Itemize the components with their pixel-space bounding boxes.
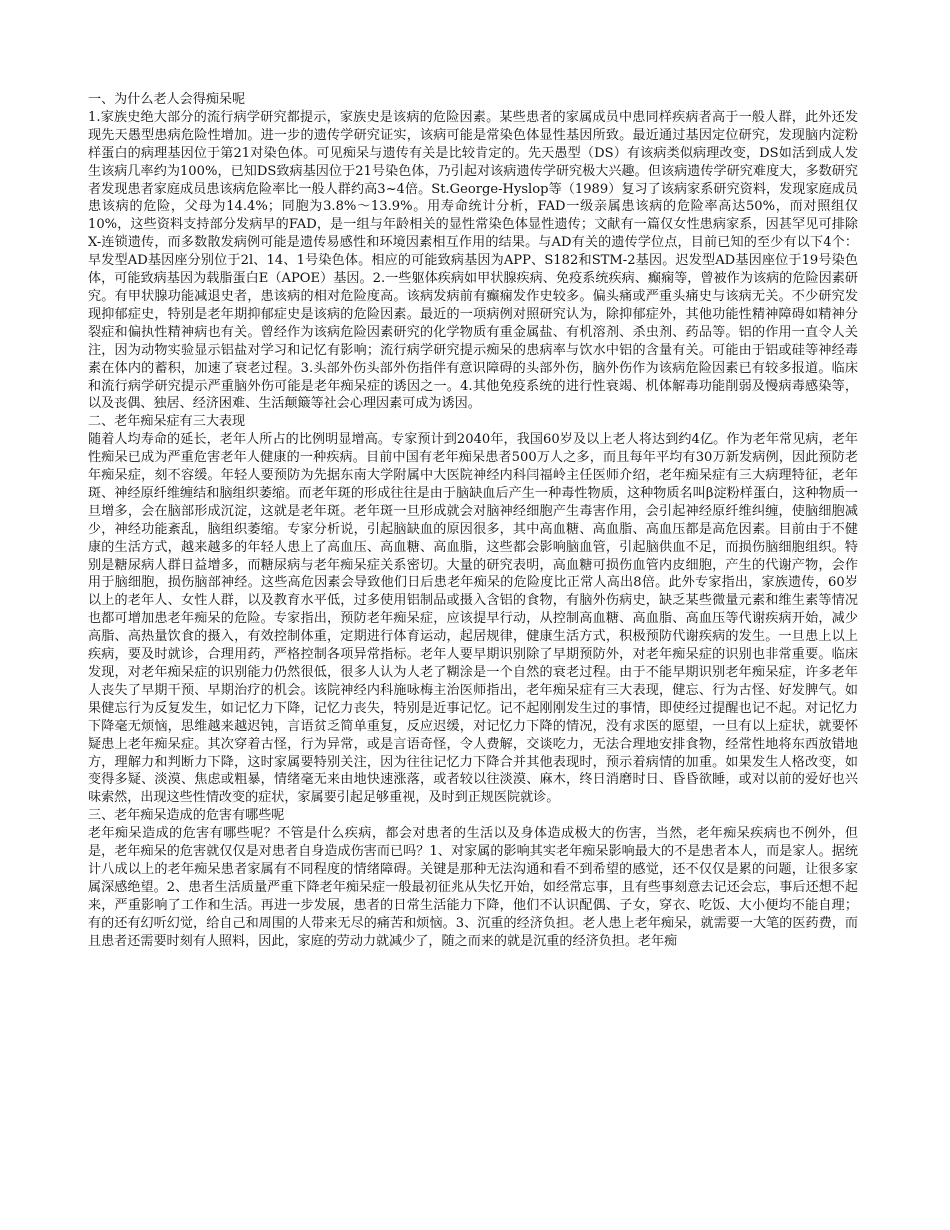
section-2-heading: 二、老年痴呆症有三大表现 [88, 414, 246, 430]
section-1-paragraph: 1.家族史绝大部分的流行病学研究都提示，家族史是该病的危险因素。某些患者的家属成员中患同样疾病者高于一般人群，此外还发现先天愚型患病危险性增加。进一步的遗传学研究证实，该病可能是常染色体显性基因所致。最近通过基因定位研究，发现脑内淀粉样蛋白的病理基因位于第21对染色体。可见痴呆与遗传有关是比较肯定的。先天愚型（DS）有该病类似病理改变，DS如活到成人发生该病几率约为100%，已知DS致病基因位于21号染色体，乃引起对该病遗传学研究极大兴趣。但该病遗传学研究难度大，多数研究者发现患者家庭成员患该病危险率比一般人群约高3~4倍。St.George-Hyslop等（1989）复习了该病家系研究资料，发现家庭成员患该病的危险，父母为14.4%；同胞为3.8%～13.9%。用寿命统计分析，FAD一级亲属患该病的危险率高达50%，而对照组仅10%，这些资料支持部分发病早的FAD，是一组与年龄相关的显性常染色体显性遗传；文献有一篇仅女性患病家系，因甚罕见可排除X-连锁遗传，而多数散发病例可能是遗传易感性和环境因素相互作用的结果。与AD有关的遗传学位点，目前已知的至少有以下4个：早发型AD基因座分别位于2l、14、1号染色体。相应的可能致病基因为APP、S182和STM-2基因。迟发型AD基因座位于19号染色体，可能致病基因为载脂蛋白E（APOE）基因。2.一些躯体疾病如甲状腺疾病、免疫系统疾病、癫痫等，曾被作为该病的危险因素研究。有甲状腺功能减退史者，患该病的相对危险度高。该病发病前有癫痫发作史较多。偏头痛或严重头痛史与该病无关。不少研究发现抑郁症史，特别是老年期抑郁症史是该病的危险因素。最近的一项病例对照研究认为，除抑郁症外，其他功能性精神障碍如精神分裂症和偏执性精神病也有关。曾经作为该病危险因素研究的化学物质有重金属盐、有机溶剂、杀虫剂、药品等。铝的作用一直令人关注，因为动物实验显示铝盐对学习和记忆有影响；流行病学研究提示痴呆的患病率与饮水中铝的含量有关。可能由于铝或硅等神经毒素在体内的蓄积，加速了衰老过程。3.头部外伤头部外伤指伴有意识障碍的头部外伤，脑外伤作为该病危险因素已有较多报道。临床和流行病学研究提示严重脑外伤可能是老年痴呆症的诱因之一。4.其他免疫系统的进行性衰竭、机体解毒功能削弱及慢病毒感染等，以及丧偶、独居、经济困难、生活颠簸等社会心理因素可成为诱因。 [88, 109, 858, 412]
section-3-paragraph: 老年痴呆造成的危害有哪些呢？不管是什么疾病，都会对患者的生活以及身体造成极大的伤害，当然，老年痴呆疾病也不例外，但是，老年痴呆的危害就仅仅是对患者自身造成伤害而已吗？1、对家属的影响其实老年痴呆影响最大的不是患者本人，而是家人。据统计八成以上的老年痴呆患者家属有不同程度的情绪障碍。关键是那种无法沟通和看不到希望的感觉，还不仅仅是累的问题，让很多家属深感绝望。2、患者生活质量严重下降老年痴呆症一般最初征兆从失忆开始，如经常忘事，且有些事刻意去记还会忘，事后还想不起来，严重影响了工作和生活。再进一步发展，患者的日常生活能力下降，他们不认识配偶、子女，穿衣、吃饭、大小便均不能自理；有的还有幻听幻觉，给自己和周围的人带来无尽的痛苦和烦恼。3、沉重的经济负担。老人患上老年痴呆，就需要一大笔的医药费，而且患者还需要时刻有人照料，因此，家庭的劳动力就减少了，随之而来的就是沉重的经济负担。老年痴 [88, 826, 858, 949]
article-body [88, 91, 858, 951]
section-2-paragraph: 随着人均寿命的延长，老年人所占的比例明显增高。专家预计到2040年，我国60岁及以上老人将达到约4亿。作为老年常见病，老年性痴呆已成为严重危害老年人健康的一种疾病。目前中国有老年痴呆患者500万人之多，而且每年平均有30万新发病例，因此预防老年痴呆症，刻不容缓。年轻人要预防为先据东南大学附属中大医院神经内科闫福岭主任医师介绍，老年痴呆症有三大病理特征，老年斑、神经原纤维缠结和脑组织萎缩。而老年斑的形成往往是由于脑缺血后产生一种毒性物质，这种物质名叫β淀粉样蛋白，这种物质一旦增多，会在脑部形成沉淀，这就是老年斑。老年斑一旦形成就会对脑神经细胞产生毒害作用，会引起神经原纤维纠缠，使脑细胞减少，神经功能紊乱，脑组织萎缩。专家分析说，引起脑缺血的原因很多，其中高血糖、高血脂、高血压都是高危因素。目前由于不健康的生活方式，越来越多的年轻人患上了高血压、高血糖、高血脂，这些都会影响脑血管，引起脑供血不足，而损伤脑细胞组织。特别是糖尿病人群日益增多，而糖尿病与老年痴呆症关系密切。大量的研究表明，高血糖可损伤血管内皮细胞，产生的代谢产物，会作用于脑细胞，损伤脑部神经。这些高危因素会导致他们日后患老年痴呆的危险度比正常人高出8倍。此外专家指出，家族遗传，60岁以上的老年人、女性人群，以及教育水平低，过多使用铝制品或摄入含铝的食物，有脑外伤病史，缺乏某些微量元素和维生素等情况也都可增加患老年痴呆的危险。专家指出，预防老年痴呆症，应该提早行动，从控制高血糖、高血脂、高血压等代谢疾病开始，减少高脂、高热量饮食的摄入，有效控制体重，定期进行体育运动，起居规律，健康生活方式，积极预防代谢疾病的发生。一旦患上以上疾病，要及时就诊，合理用药，严格控制各项异常指标。老年人要早期识别除了早期预防外，对老年痴呆症的识别也非常重要。临床发现，对老年痴呆症的识别能力仍然很低，很多人认为人老了糊涂是一个自然的衰老过程。由于不能早期识别老年痴呆症，许多老年人丧失了早期干预、早期治疗的机会。该院神经内科施咏梅主治医师指出，老年痴呆症有三大表现，健忘、行为古怪、好发脾气。如果健忘行为反复发生，如记忆力下降，记忆力丧失，特别是近事记忆。记不起刚刚发生过的事情，即使经过提醒也记不起。对记忆力下降毫无烦恼，思维越来越迟钝，言语贫乏简单重复，反应迟缓，对记忆力下降的情况，没有求医的愿望，一旦有以上症状，就要怀疑患上老年痴呆症。其次穿着古怪，行为异常，或是言语奇怪，令人费解，交谈吃力，无法合理地安排食物，经常性地将东西放错地方，理解力和判断力下降，这时家属要特别关注，因为往往记忆力下降合并其他表现时，预示着病情的加重。如果发生人格改变，如变得多疑、淡漠、焦虑或粗暴，情绪毫无来由地快速涨落，或者较以往淡漠、麻木，终日消磨时日、昏昏欲睡，或对以前的爱好也兴味索然，出现这些性情改变的症状，家属要引起足够重视，及时到正规医院就诊。 [88, 432, 858, 806]
section-1-heading: 一、为什么老人会得痴呆呢 [88, 92, 246, 107]
section-3-heading: 三、老年痴呆造成的危害有哪些呢 [88, 808, 285, 824]
